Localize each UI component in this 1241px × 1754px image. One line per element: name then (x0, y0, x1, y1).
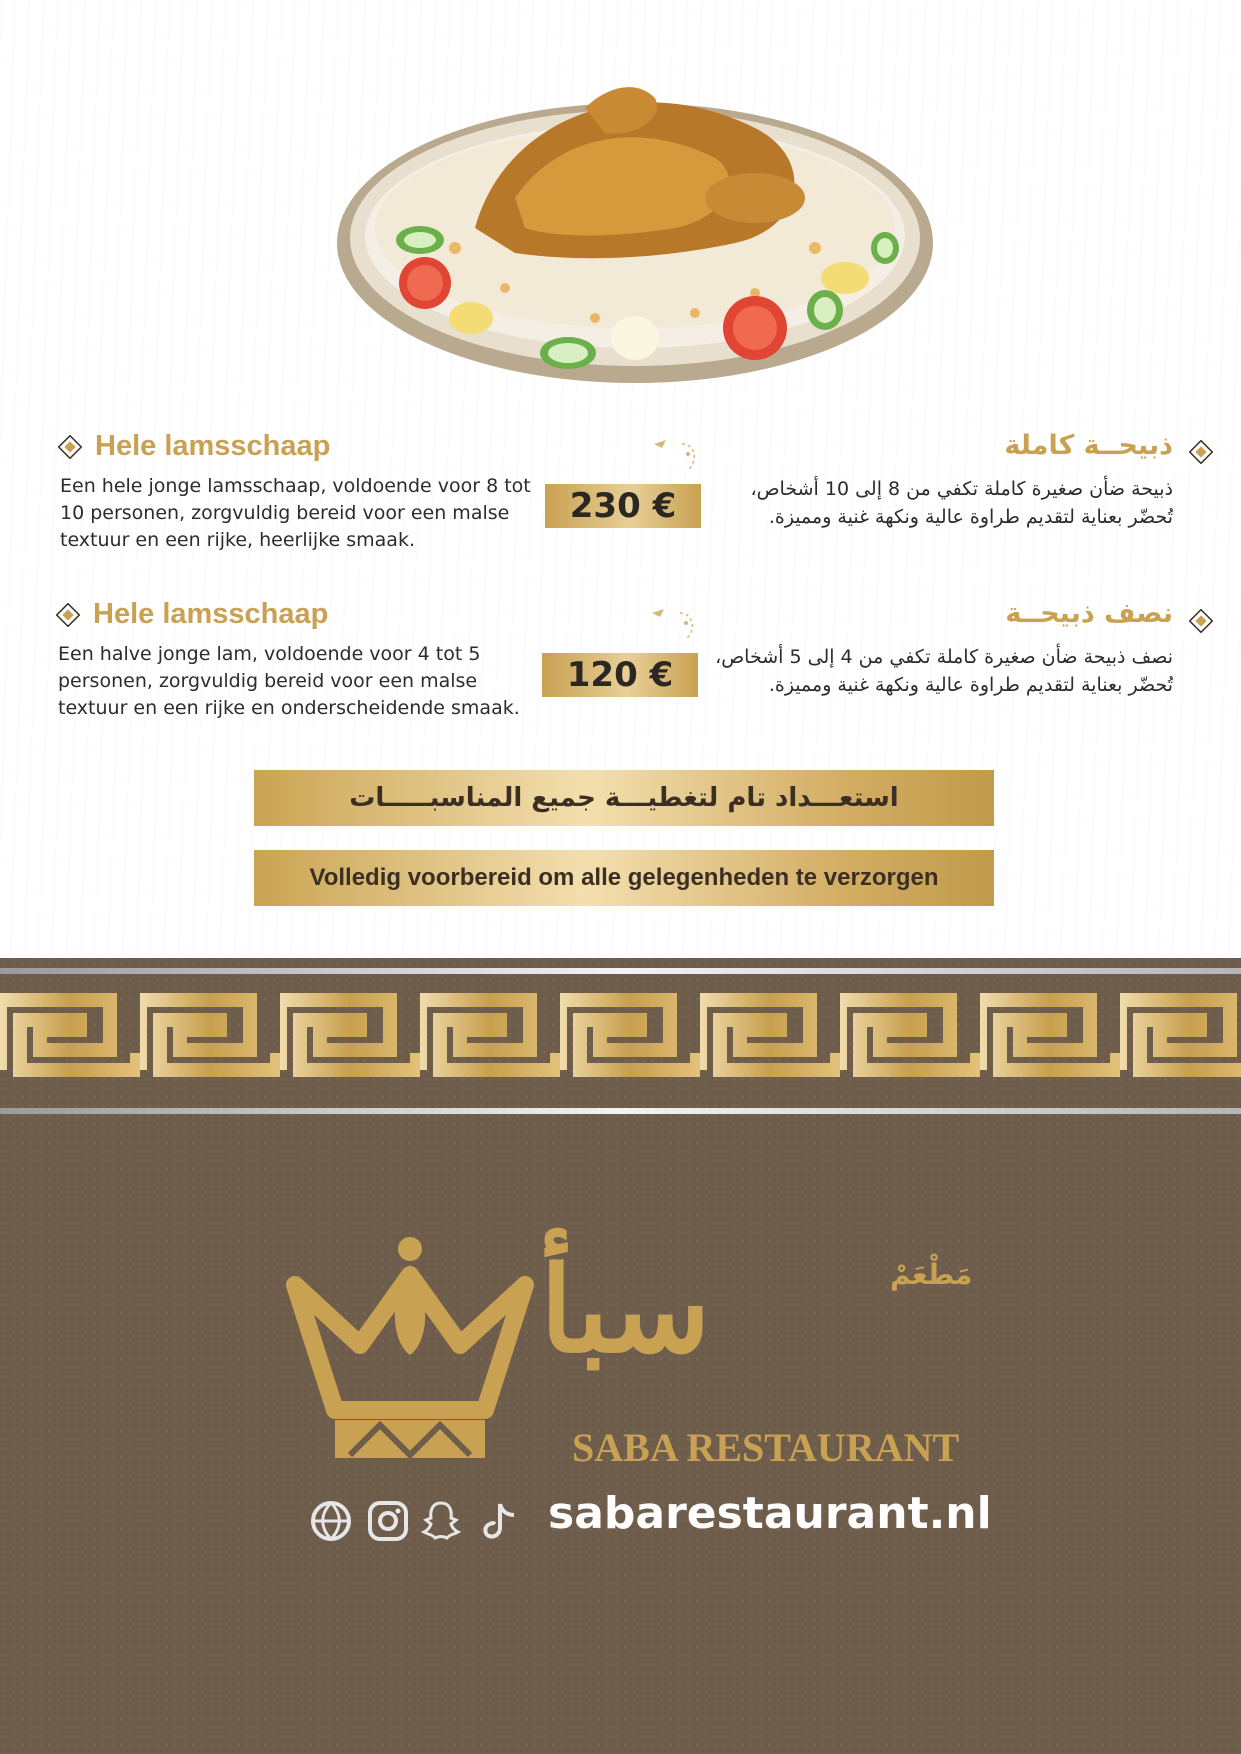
diamond-bullet-icon (58, 435, 82, 459)
brand-label-ar: مَطْعَمْ (890, 1258, 973, 1291)
brand-name-en: SABA RESTAURANT (572, 1425, 960, 1470)
diamond-bullet-icon (56, 603, 80, 627)
greek-key-border (0, 990, 1241, 1080)
item-title-nl: Hele lamsschaap (93, 598, 329, 630)
item-title-ar: ذبيحــة كاملة (1004, 430, 1173, 461)
item-title-nl: Hele lamsschaap (95, 430, 331, 462)
banner-ar (254, 770, 994, 826)
divider-line (0, 968, 1241, 974)
item-description-nl: Een halve jonge lam, voldoende voor 4 tot 5 personen, zorgvuldig bereid voor een malse textuur en een rijke en onderscheidende smaak. (58, 643, 520, 719)
tiktok-icon[interactable] (478, 1500, 520, 1542)
item-description-ar: نصف ذبيحة ضأن صغيرة كاملة تكفي من 4 إلى 5 أشخاص، تُحضّر بعناية لتقديم طراوة عالية ونكهة غنية ومميزة. (715, 646, 1173, 696)
website-link[interactable]: sabarestaurant.nl (548, 1488, 992, 1539)
banner-nl (254, 850, 994, 906)
price-tag: 120 € (542, 653, 698, 697)
price-tag: 230 € (545, 484, 701, 528)
item-description-nl: Een hele jonge lamsschaap, voldoende voor 8 tot 10 personen, zorgvuldig bereid voor een malse textuur en een rijke, heerlijke smaak. (60, 475, 531, 551)
divider-line (0, 1108, 1241, 1114)
diamond-bullet-icon (1189, 440, 1213, 464)
crown-logo-icon (275, 1235, 545, 1465)
instagram-icon[interactable] (367, 1500, 409, 1542)
banner-nl-text: Volledig voorbereid om alle gelegenheden te verzorgen (309, 864, 939, 891)
diamond-bullet-icon (1189, 609, 1213, 633)
brand-name-ar: سبأ (540, 1240, 711, 1379)
snapchat-icon[interactable] (420, 1500, 462, 1542)
ornament-icon (652, 436, 704, 480)
item-title-ar: نصف ذبيحــة (1005, 598, 1173, 629)
ornament-icon (650, 605, 702, 649)
item-description-ar: ذبيحة ضأن صغيرة كاملة تكفي من 8 إلى 10 أشخاص، تُحضّر بعناية لتقديم طراوة عالية ونكهة غنية ومميزة. (750, 478, 1173, 528)
banner-ar-text: استعـــداد تام لتغطيـــة جميع المناسبـــــات (349, 783, 899, 813)
globe-icon[interactable] (310, 1500, 352, 1542)
dish-image (335, 78, 935, 398)
